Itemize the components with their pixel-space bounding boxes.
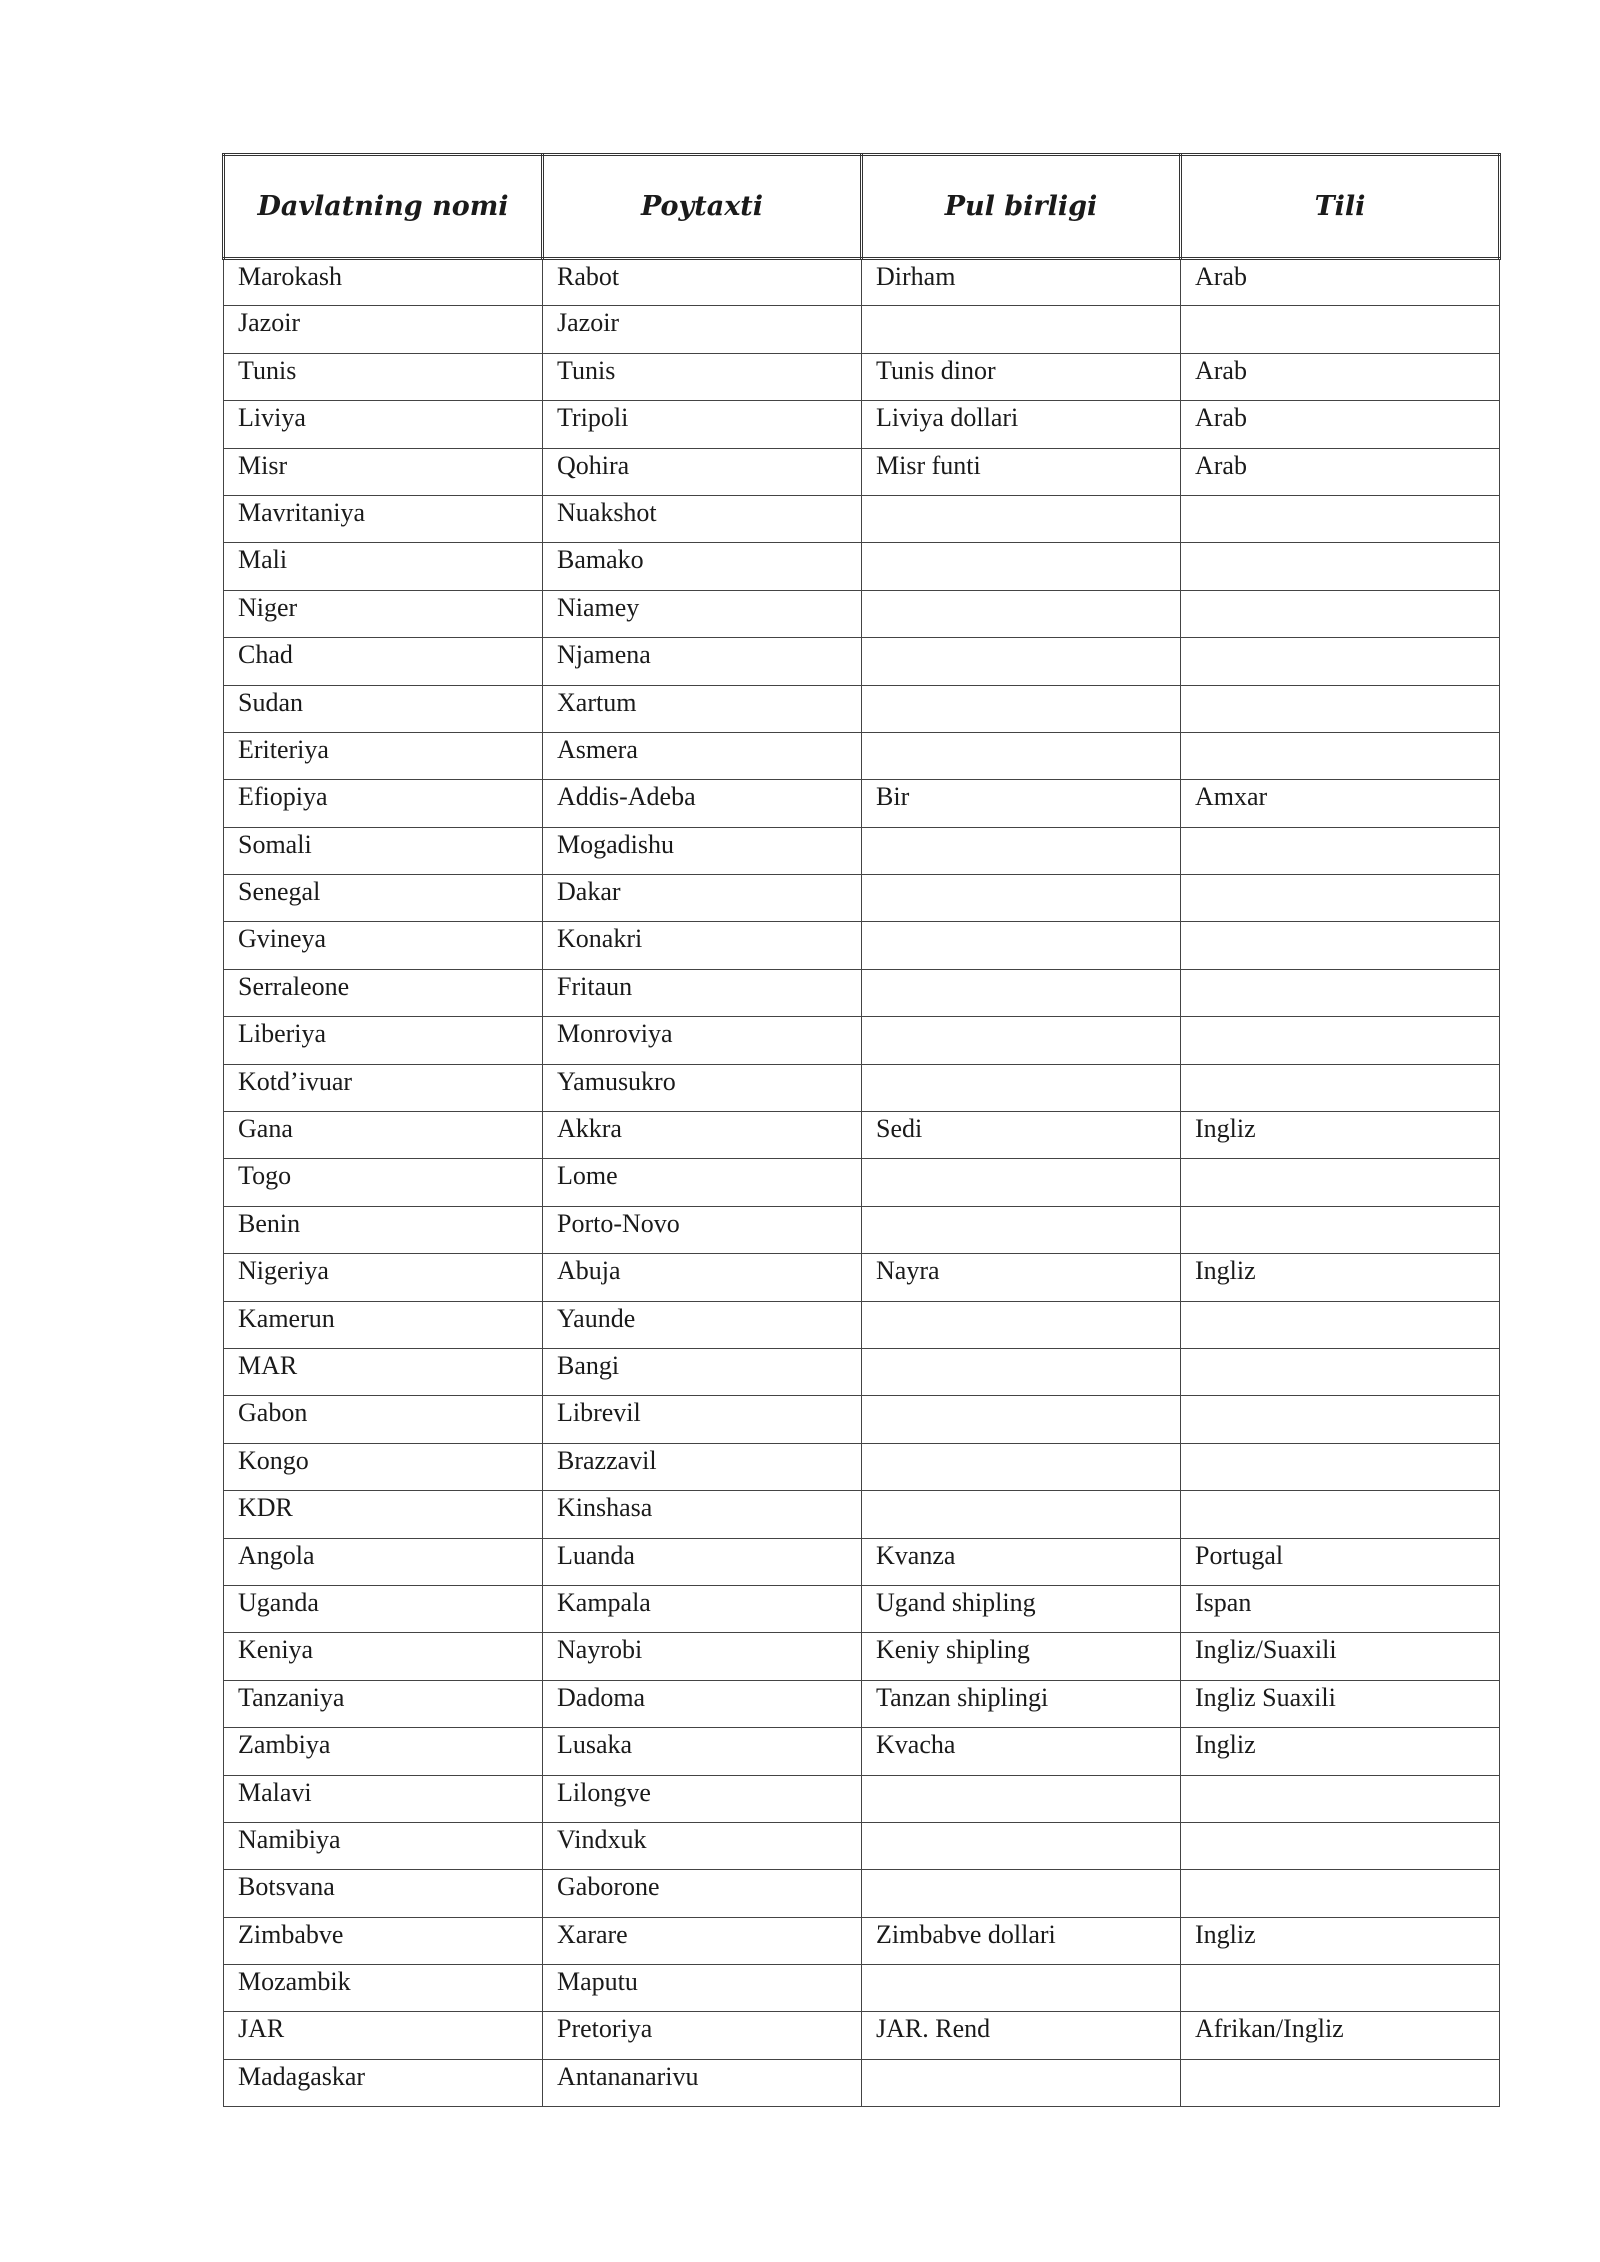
cell-capital: Kampala bbox=[543, 1585, 862, 1632]
cell-country: Zimbabve bbox=[224, 1917, 543, 1964]
cell-capital: Lilongve bbox=[543, 1775, 862, 1822]
table-row bbox=[224, 1348, 1500, 1395]
cell-language bbox=[1181, 1775, 1500, 1822]
cell-language: Ingliz Suaxili bbox=[1181, 1680, 1500, 1727]
cell-country: Kamerun bbox=[224, 1301, 543, 1348]
cell-language bbox=[1181, 1965, 1500, 2012]
cell-capital: Lome bbox=[543, 1159, 862, 1206]
cell-currency bbox=[862, 827, 1181, 874]
cell-capital: Gaborone bbox=[543, 1870, 862, 1917]
cell-capital: Tunis bbox=[543, 353, 862, 400]
cell-language: Ingliz bbox=[1181, 1917, 1500, 1964]
cell-currency bbox=[862, 306, 1181, 353]
cell-currency bbox=[862, 1348, 1181, 1395]
cell-currency bbox=[862, 1159, 1181, 1206]
cell-capital: Antananarivu bbox=[543, 2059, 862, 2106]
cell-currency: Misr funti bbox=[862, 448, 1181, 495]
cell-capital: Pretoriya bbox=[543, 2012, 862, 2059]
cell-currency: Dirham bbox=[862, 259, 1181, 306]
cell-country: Serraleone bbox=[224, 969, 543, 1016]
cell-country: Mali bbox=[224, 543, 543, 590]
table-row bbox=[224, 1206, 1500, 1253]
header-row bbox=[224, 155, 1500, 259]
cell-currency bbox=[862, 2059, 1181, 2106]
cell-currency: Ugand shipling bbox=[862, 1585, 1181, 1632]
cell-country: Liviya bbox=[224, 401, 543, 448]
cell-language: Amxar bbox=[1181, 780, 1500, 827]
cell-language bbox=[1181, 638, 1500, 685]
table-row bbox=[224, 590, 1500, 637]
cell-currency: Liviya dollari bbox=[862, 401, 1181, 448]
cell-capital: Bangi bbox=[543, 1348, 862, 1395]
cell-capital: Fritaun bbox=[543, 969, 862, 1016]
cell-country: Zambiya bbox=[224, 1728, 543, 1775]
cell-currency bbox=[862, 875, 1181, 922]
cell-capital: Njamena bbox=[543, 638, 862, 685]
table-row bbox=[224, 353, 1500, 400]
cell-capital: Tripoli bbox=[543, 401, 862, 448]
cell-language bbox=[1181, 1064, 1500, 1111]
header-language: Tili bbox=[1181, 155, 1500, 259]
cell-capital: Addis-Adeba bbox=[543, 780, 862, 827]
cell-currency bbox=[862, 495, 1181, 542]
cell-country: Benin bbox=[224, 1206, 543, 1253]
table-row bbox=[224, 1443, 1500, 1490]
cell-language bbox=[1181, 1396, 1500, 1443]
cell-capital: Qohira bbox=[543, 448, 862, 495]
table-row bbox=[224, 306, 1500, 353]
table-row bbox=[224, 1585, 1500, 1632]
cell-currency bbox=[862, 590, 1181, 637]
cell-capital: Yamusukro bbox=[543, 1064, 862, 1111]
cell-country: Efiopiya bbox=[224, 780, 543, 827]
cell-language: Afrikan/Ingliz bbox=[1181, 2012, 1500, 2059]
table-body bbox=[224, 259, 1500, 2107]
cell-capital: Vindxuk bbox=[543, 1822, 862, 1869]
cell-capital: Lusaka bbox=[543, 1728, 862, 1775]
cell-language bbox=[1181, 1491, 1500, 1538]
cell-country: Kongo bbox=[224, 1443, 543, 1490]
cell-capital: Maputu bbox=[543, 1965, 862, 2012]
table-row bbox=[224, 1870, 1500, 1917]
cell-language bbox=[1181, 1159, 1500, 1206]
cell-capital: Nuakshot bbox=[543, 495, 862, 542]
cell-currency: Kvacha bbox=[862, 1728, 1181, 1775]
cell-capital: Abuja bbox=[543, 1254, 862, 1301]
cell-country: MAR bbox=[224, 1348, 543, 1395]
cell-country: Liberiya bbox=[224, 1017, 543, 1064]
cell-currency bbox=[862, 1301, 1181, 1348]
cell-currency bbox=[862, 969, 1181, 1016]
table-row bbox=[224, 259, 1500, 306]
cell-capital: Mogadishu bbox=[543, 827, 862, 874]
cell-country: Kotd’ivuar bbox=[224, 1064, 543, 1111]
cell-language bbox=[1181, 922, 1500, 969]
table-row bbox=[224, 1633, 1500, 1680]
cell-currency bbox=[862, 1064, 1181, 1111]
cell-currency bbox=[862, 1443, 1181, 1490]
cell-language: Portugal bbox=[1181, 1538, 1500, 1585]
cell-language bbox=[1181, 685, 1500, 732]
cell-country: Senegal bbox=[224, 875, 543, 922]
cell-currency bbox=[862, 1206, 1181, 1253]
cell-language bbox=[1181, 827, 1500, 874]
table-row bbox=[224, 1680, 1500, 1727]
table-row bbox=[224, 1064, 1500, 1111]
cell-currency: Bir bbox=[862, 780, 1181, 827]
cell-currency bbox=[862, 685, 1181, 732]
table-row bbox=[224, 1301, 1500, 1348]
table-row bbox=[224, 1017, 1500, 1064]
cell-country: Nigeriya bbox=[224, 1254, 543, 1301]
cell-capital: Dadoma bbox=[543, 1680, 862, 1727]
cell-language bbox=[1181, 969, 1500, 1016]
table-row bbox=[224, 1254, 1500, 1301]
cell-capital: Luanda bbox=[543, 1538, 862, 1585]
countries-table bbox=[222, 153, 1501, 2107]
cell-language bbox=[1181, 543, 1500, 590]
cell-language: Ingliz bbox=[1181, 1112, 1500, 1159]
table-row bbox=[224, 922, 1500, 969]
cell-capital: Konakri bbox=[543, 922, 862, 969]
document-page bbox=[222, 153, 1498, 2107]
table-row bbox=[224, 827, 1500, 874]
cell-country: Angola bbox=[224, 1538, 543, 1585]
cell-capital: Niamey bbox=[543, 590, 862, 637]
cell-currency bbox=[862, 1017, 1181, 1064]
table-row bbox=[224, 638, 1500, 685]
cell-country: Mozambik bbox=[224, 1965, 543, 2012]
cell-currency bbox=[862, 543, 1181, 590]
cell-capital: Akkra bbox=[543, 1112, 862, 1159]
cell-country: Eriteriya bbox=[224, 732, 543, 779]
cell-language bbox=[1181, 1017, 1500, 1064]
cell-capital: Brazzavil bbox=[543, 1443, 862, 1490]
cell-language bbox=[1181, 1443, 1500, 1490]
cell-country: Gabon bbox=[224, 1396, 543, 1443]
table-row bbox=[224, 1538, 1500, 1585]
table-row bbox=[224, 969, 1500, 1016]
table-row bbox=[224, 1917, 1500, 1964]
cell-language bbox=[1181, 1870, 1500, 1917]
header-currency: Pul birligi bbox=[862, 155, 1181, 259]
cell-currency: Tanzan shiplingi bbox=[862, 1680, 1181, 1727]
cell-language bbox=[1181, 495, 1500, 542]
cell-currency: JAR. Rend bbox=[862, 2012, 1181, 2059]
cell-currency bbox=[862, 638, 1181, 685]
cell-currency bbox=[862, 1870, 1181, 1917]
cell-country: Tanzaniya bbox=[224, 1680, 543, 1727]
cell-capital: Rabot bbox=[543, 259, 862, 306]
table-row bbox=[224, 1396, 1500, 1443]
cell-country: Niger bbox=[224, 590, 543, 637]
cell-capital: Bamako bbox=[543, 543, 862, 590]
cell-country: Gana bbox=[224, 1112, 543, 1159]
table-row bbox=[224, 875, 1500, 922]
table-header bbox=[224, 155, 1500, 259]
cell-country: Gvineya bbox=[224, 922, 543, 969]
cell-country: Uganda bbox=[224, 1585, 543, 1632]
cell-language: Ispan bbox=[1181, 1585, 1500, 1632]
cell-capital: Jazoir bbox=[543, 306, 862, 353]
header-country: Davlatning nomi bbox=[224, 155, 543, 259]
cell-currency: Zimbabve dollari bbox=[862, 1917, 1181, 1964]
table-row bbox=[224, 732, 1500, 779]
cell-country: Togo bbox=[224, 1159, 543, 1206]
cell-country: Chad bbox=[224, 638, 543, 685]
cell-currency bbox=[862, 1491, 1181, 1538]
cell-capital: Porto-Novo bbox=[543, 1206, 862, 1253]
table-row bbox=[224, 1159, 1500, 1206]
cell-currency bbox=[862, 1396, 1181, 1443]
table-row bbox=[224, 1822, 1500, 1869]
cell-country: Keniya bbox=[224, 1633, 543, 1680]
cell-country: Somali bbox=[224, 827, 543, 874]
cell-language: Ingliz bbox=[1181, 1254, 1500, 1301]
cell-language bbox=[1181, 1301, 1500, 1348]
table-row bbox=[224, 1112, 1500, 1159]
cell-country: Madagaskar bbox=[224, 2059, 543, 2106]
table-row bbox=[224, 448, 1500, 495]
cell-currency bbox=[862, 922, 1181, 969]
cell-country: Malavi bbox=[224, 1775, 543, 1822]
table-row bbox=[224, 401, 1500, 448]
cell-capital: Nayrobi bbox=[543, 1633, 862, 1680]
cell-capital: Librevil bbox=[543, 1396, 862, 1443]
table-row bbox=[224, 685, 1500, 732]
header-capital: Poytaxti bbox=[543, 155, 862, 259]
cell-language: Ingliz/Suaxili bbox=[1181, 1633, 1500, 1680]
cell-language: Arab bbox=[1181, 353, 1500, 400]
cell-country: KDR bbox=[224, 1491, 543, 1538]
cell-country: Botsvana bbox=[224, 1870, 543, 1917]
cell-language: Arab bbox=[1181, 401, 1500, 448]
cell-currency bbox=[862, 732, 1181, 779]
cell-language bbox=[1181, 1348, 1500, 1395]
cell-language bbox=[1181, 732, 1500, 779]
cell-country: Misr bbox=[224, 448, 543, 495]
cell-country: Namibiya bbox=[224, 1822, 543, 1869]
cell-country: Marokash bbox=[224, 259, 543, 306]
cell-currency bbox=[862, 1775, 1181, 1822]
cell-language bbox=[1181, 306, 1500, 353]
cell-language bbox=[1181, 590, 1500, 637]
cell-country: Tunis bbox=[224, 353, 543, 400]
cell-language bbox=[1181, 1206, 1500, 1253]
cell-language bbox=[1181, 1822, 1500, 1869]
table-row bbox=[224, 1965, 1500, 2012]
table-row bbox=[224, 543, 1500, 590]
cell-language bbox=[1181, 2059, 1500, 2106]
cell-country: Jazoir bbox=[224, 306, 543, 353]
table-row bbox=[224, 2012, 1500, 2059]
cell-language: Arab bbox=[1181, 259, 1500, 306]
cell-capital: Asmera bbox=[543, 732, 862, 779]
cell-currency: Kvanza bbox=[862, 1538, 1181, 1585]
cell-capital: Xarare bbox=[543, 1917, 862, 1964]
cell-country: JAR bbox=[224, 2012, 543, 2059]
cell-language: Arab bbox=[1181, 448, 1500, 495]
cell-capital: Xartum bbox=[543, 685, 862, 732]
cell-country: Mavritaniya bbox=[224, 495, 543, 542]
cell-currency: Tunis dinor bbox=[862, 353, 1181, 400]
cell-currency: Nayra bbox=[862, 1254, 1181, 1301]
cell-capital: Kinshasa bbox=[543, 1491, 862, 1538]
table-row bbox=[224, 1775, 1500, 1822]
cell-capital: Dakar bbox=[543, 875, 862, 922]
table-row bbox=[224, 1728, 1500, 1775]
cell-capital: Monroviya bbox=[543, 1017, 862, 1064]
cell-currency bbox=[862, 1822, 1181, 1869]
cell-capital: Yaunde bbox=[543, 1301, 862, 1348]
table-row bbox=[224, 2059, 1500, 2106]
cell-country: Sudan bbox=[224, 685, 543, 732]
cell-language: Ingliz bbox=[1181, 1728, 1500, 1775]
cell-language bbox=[1181, 875, 1500, 922]
cell-currency: Sedi bbox=[862, 1112, 1181, 1159]
table-row bbox=[224, 495, 1500, 542]
table-row bbox=[224, 1491, 1500, 1538]
table-row bbox=[224, 780, 1500, 827]
cell-currency bbox=[862, 1965, 1181, 2012]
cell-currency: Keniy shipling bbox=[862, 1633, 1181, 1680]
